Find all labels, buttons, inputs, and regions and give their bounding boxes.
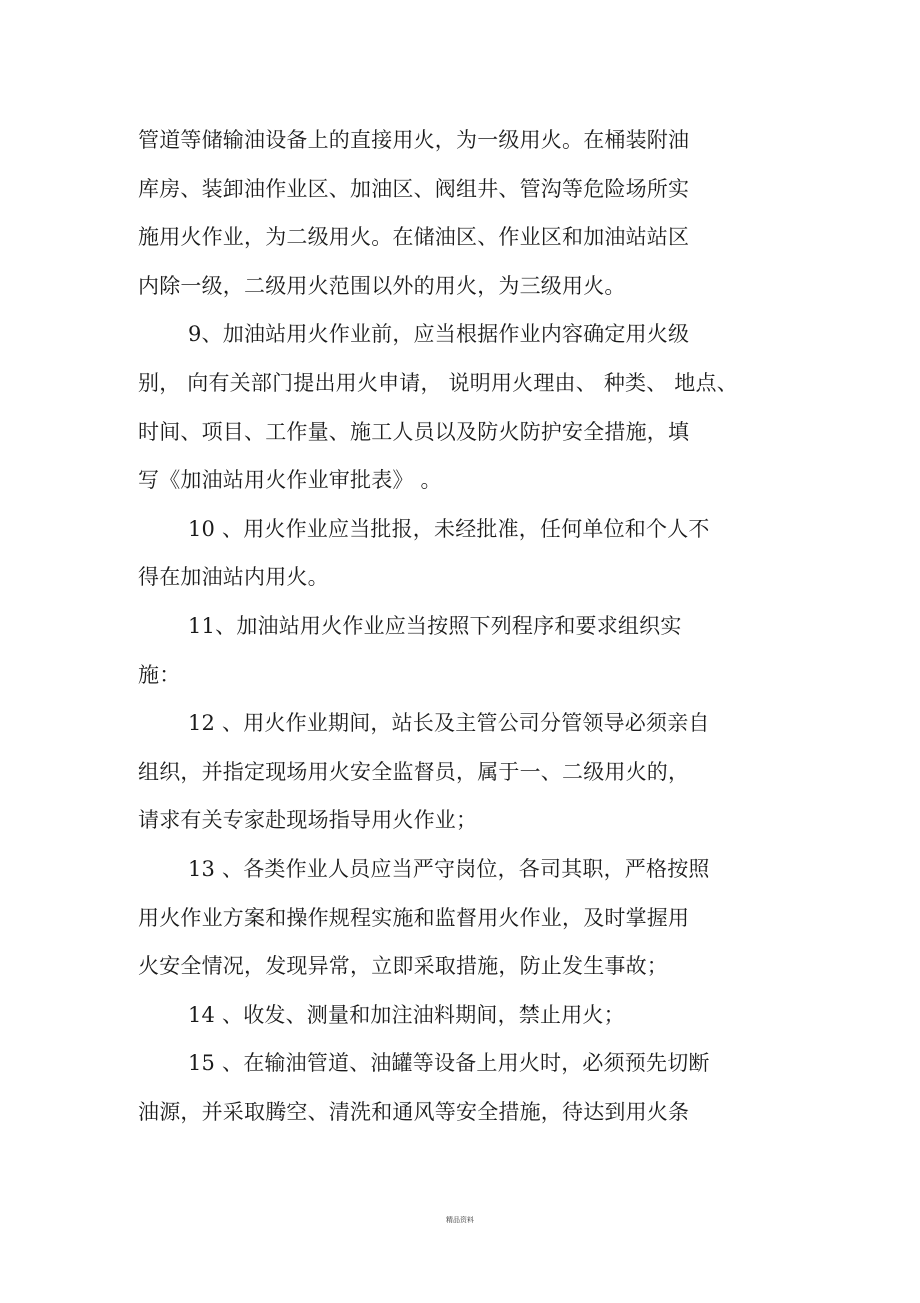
text-line-item-14: 14 、收发、测量和加注油料期间，禁止用火；: [188, 1002, 625, 1027]
text-line: 施用火作业，为二级用火。在储油区、作业区和加油站站区: [138, 225, 690, 250]
text-line: 内除一级，二级用火范围以外的用火，为三级用火。: [138, 273, 626, 298]
text-line-item-10: 10 、用火作业应当批报，未经批准，任何单位和个人不: [188, 516, 710, 541]
text-line-item-11: 11、加油站用火作业应当按照下列程序和要求组织实: [188, 613, 682, 638]
text-line: 管道等储输油设备上的直接用火，为一级用火。在桶装附油: [138, 128, 690, 152]
text-line-item-15: 15 、在输油管道、油罐等设备上用火时，必须预先切断: [188, 1051, 710, 1076]
text-line: 施：: [138, 662, 181, 687]
text-line-item-12: 12 、用火作业期间，站长及主管公司分管领导必须亲自: [188, 711, 710, 736]
page-footer: 精品资料: [446, 1216, 474, 1224]
text-line: 库房、装卸油作业区、加油区、阀组井、管沟等危险场所实: [138, 176, 690, 201]
document-body: [138, 120, 778, 1140]
text-line: 火安全情况，发现异常，立即采取措施，防止发生事故；: [138, 954, 668, 979]
text-line-item-9: 9、加油站用火作业前，应当根据作业内容确定用火级: [188, 322, 690, 347]
text-line: 别， 向有关部门提出用火申请， 说明用火理由、 种类、 地点、: [138, 370, 738, 395]
text-line: 得在加油站内用火。: [138, 565, 329, 590]
text-line: 请求有关专家赴现场指导用火作业；: [138, 808, 478, 833]
text-line: 写《加油站用火作业审批表》 。: [138, 468, 442, 493]
text-line: 油源，并采取腾空、清洗和通风等安全措施，待达到用火条: [138, 1099, 690, 1124]
text-line-item-13: 13 、各类作业人员应当严守岗位，各司其职，严格按照: [188, 856, 710, 881]
text-line: 时间、项目、工作量、施工人员以及防火防护安全措施，填: [138, 419, 690, 444]
text-line: 组织，并指定现场用火安全监督员，属于一、二级用火的，: [138, 759, 690, 784]
text-line: 用火作业方案和操作规程实施和监督用火作业，及时掌握用: [138, 905, 690, 930]
